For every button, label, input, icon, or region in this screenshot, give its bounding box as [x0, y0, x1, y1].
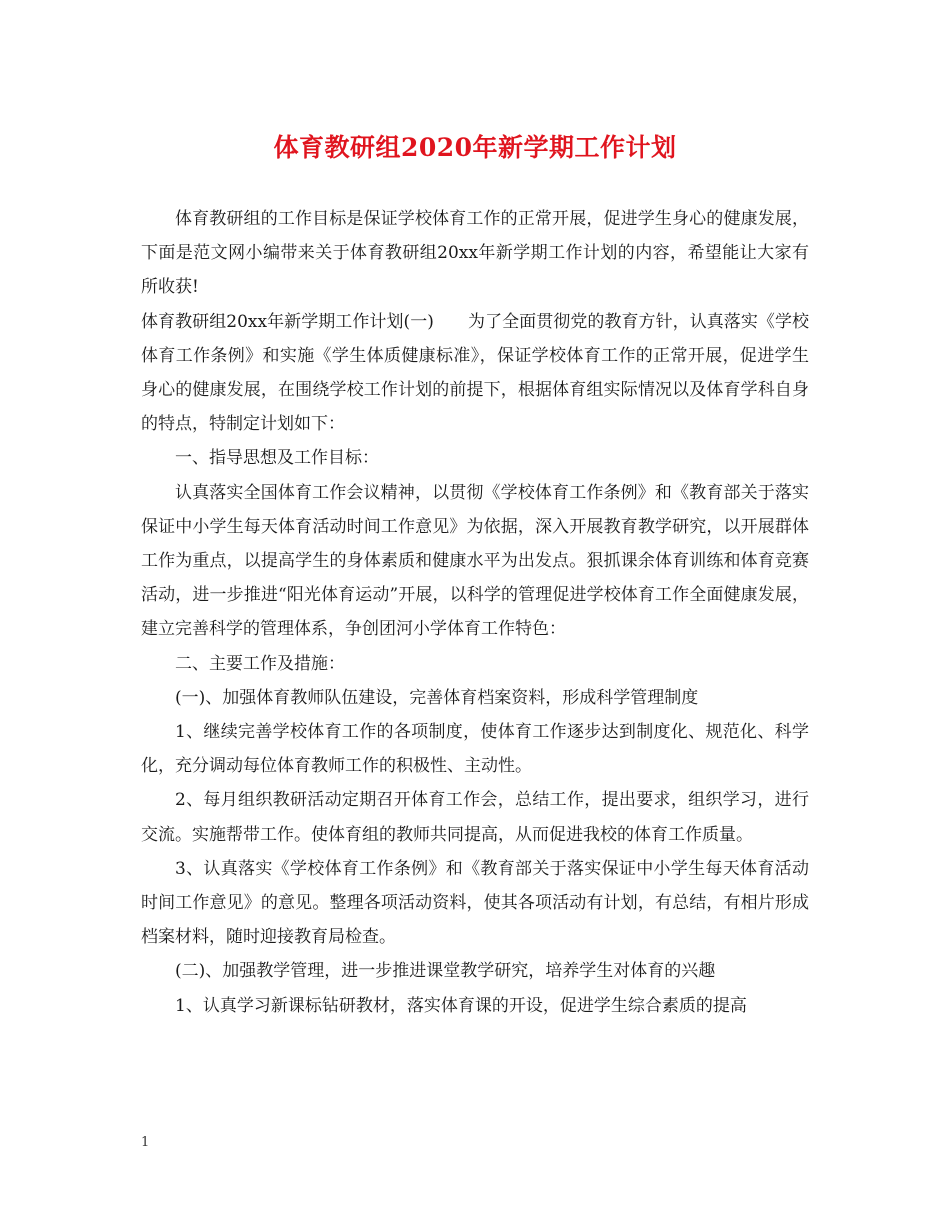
subheading-teacher-team: (一)、加强体育教师队伍建设，完善体育档案资料，形成科学管理制度 — [175, 687, 699, 708]
document-title: 体育教研组2020年新学期工作计划 — [273, 133, 677, 162]
paragraph-item-2: 2、每月组织教研活动定期召开体育工作会，总结工作，提出要求，组织学习，进行交流。实施帮带工作。使体育组的教师共同提高，从而促进我校的体育工作质量。 — [141, 790, 809, 845]
paragraph-intro: 体育教研组的工作目标是保证学校体育工作的正常开展，促进学生身心的健康发展，下面是范文网小编带来关于体育教研组20xx年新学期工作计划的内容，希望能让大家有所收获! — [141, 209, 809, 298]
subheading-teaching-management: (二)、加强教学管理，进一步推进课堂教学研究，培养学生对体育的兴趣 — [175, 961, 716, 982]
page-number: 1 — [141, 1135, 150, 1150]
paragraph-item-1: 1、继续完善学校体育工作的各项制度，使体育工作逐步达到制度化、规范化、科学化，充分调动每位体育教师工作的积极性、主动性。 — [141, 722, 809, 777]
document-body — [141, 202, 809, 1023]
heading-guiding-ideology: 一、指导思想及工作目标： — [175, 448, 379, 469]
paragraph-plan-one: 体育教研组20xx年新学期工作计划(一) 为了全面贯彻党的教育方针，认真落实《学校体育工作条例》和实施《学生体质健康标准》，保证学校体育工作的正常开展，促进学生身心的健康发展，在围绕学校工作计划的前提下，根据体育组实际情况以及体育学科自身的特点，特制定计划如下： — [141, 311, 809, 435]
paragraph-item-3: 3、认真落实《学校体育工作条例》和《教育部关于落实保证中小学生每天体育活动时间工作意见》的意见。整理各项活动资料，使其各项活动有计划，有总结，有相片形成档案材料，随时迎接教育局检查。 — [141, 858, 809, 948]
paragraph-guiding-ideology: 认真落实全国体育工作会议精神，以贯彻《学校体育工作条例》和《教育部关于落实保证中小学生每天体育活动时间工作意见》为依据，深入开展教育教学研究，以开展群体工作为重点，以提高学生的身体素质和健康水平为出发点。狠抓课余体育训练和体育竞赛活动，进一步推进“阳光体育运动”开展，以科学的管理促进学校体育工作全面健康发展，建立完善科学的管理体系，争创团河小学体育工作特色： — [141, 482, 809, 640]
paragraph-teaching-item-1: 1、认真学习新课标钻研教材，落实体育课的开设，促进学生综合素质的提高 — [175, 995, 747, 1016]
heading-main-work: 二、主要工作及措施： — [175, 653, 345, 674]
